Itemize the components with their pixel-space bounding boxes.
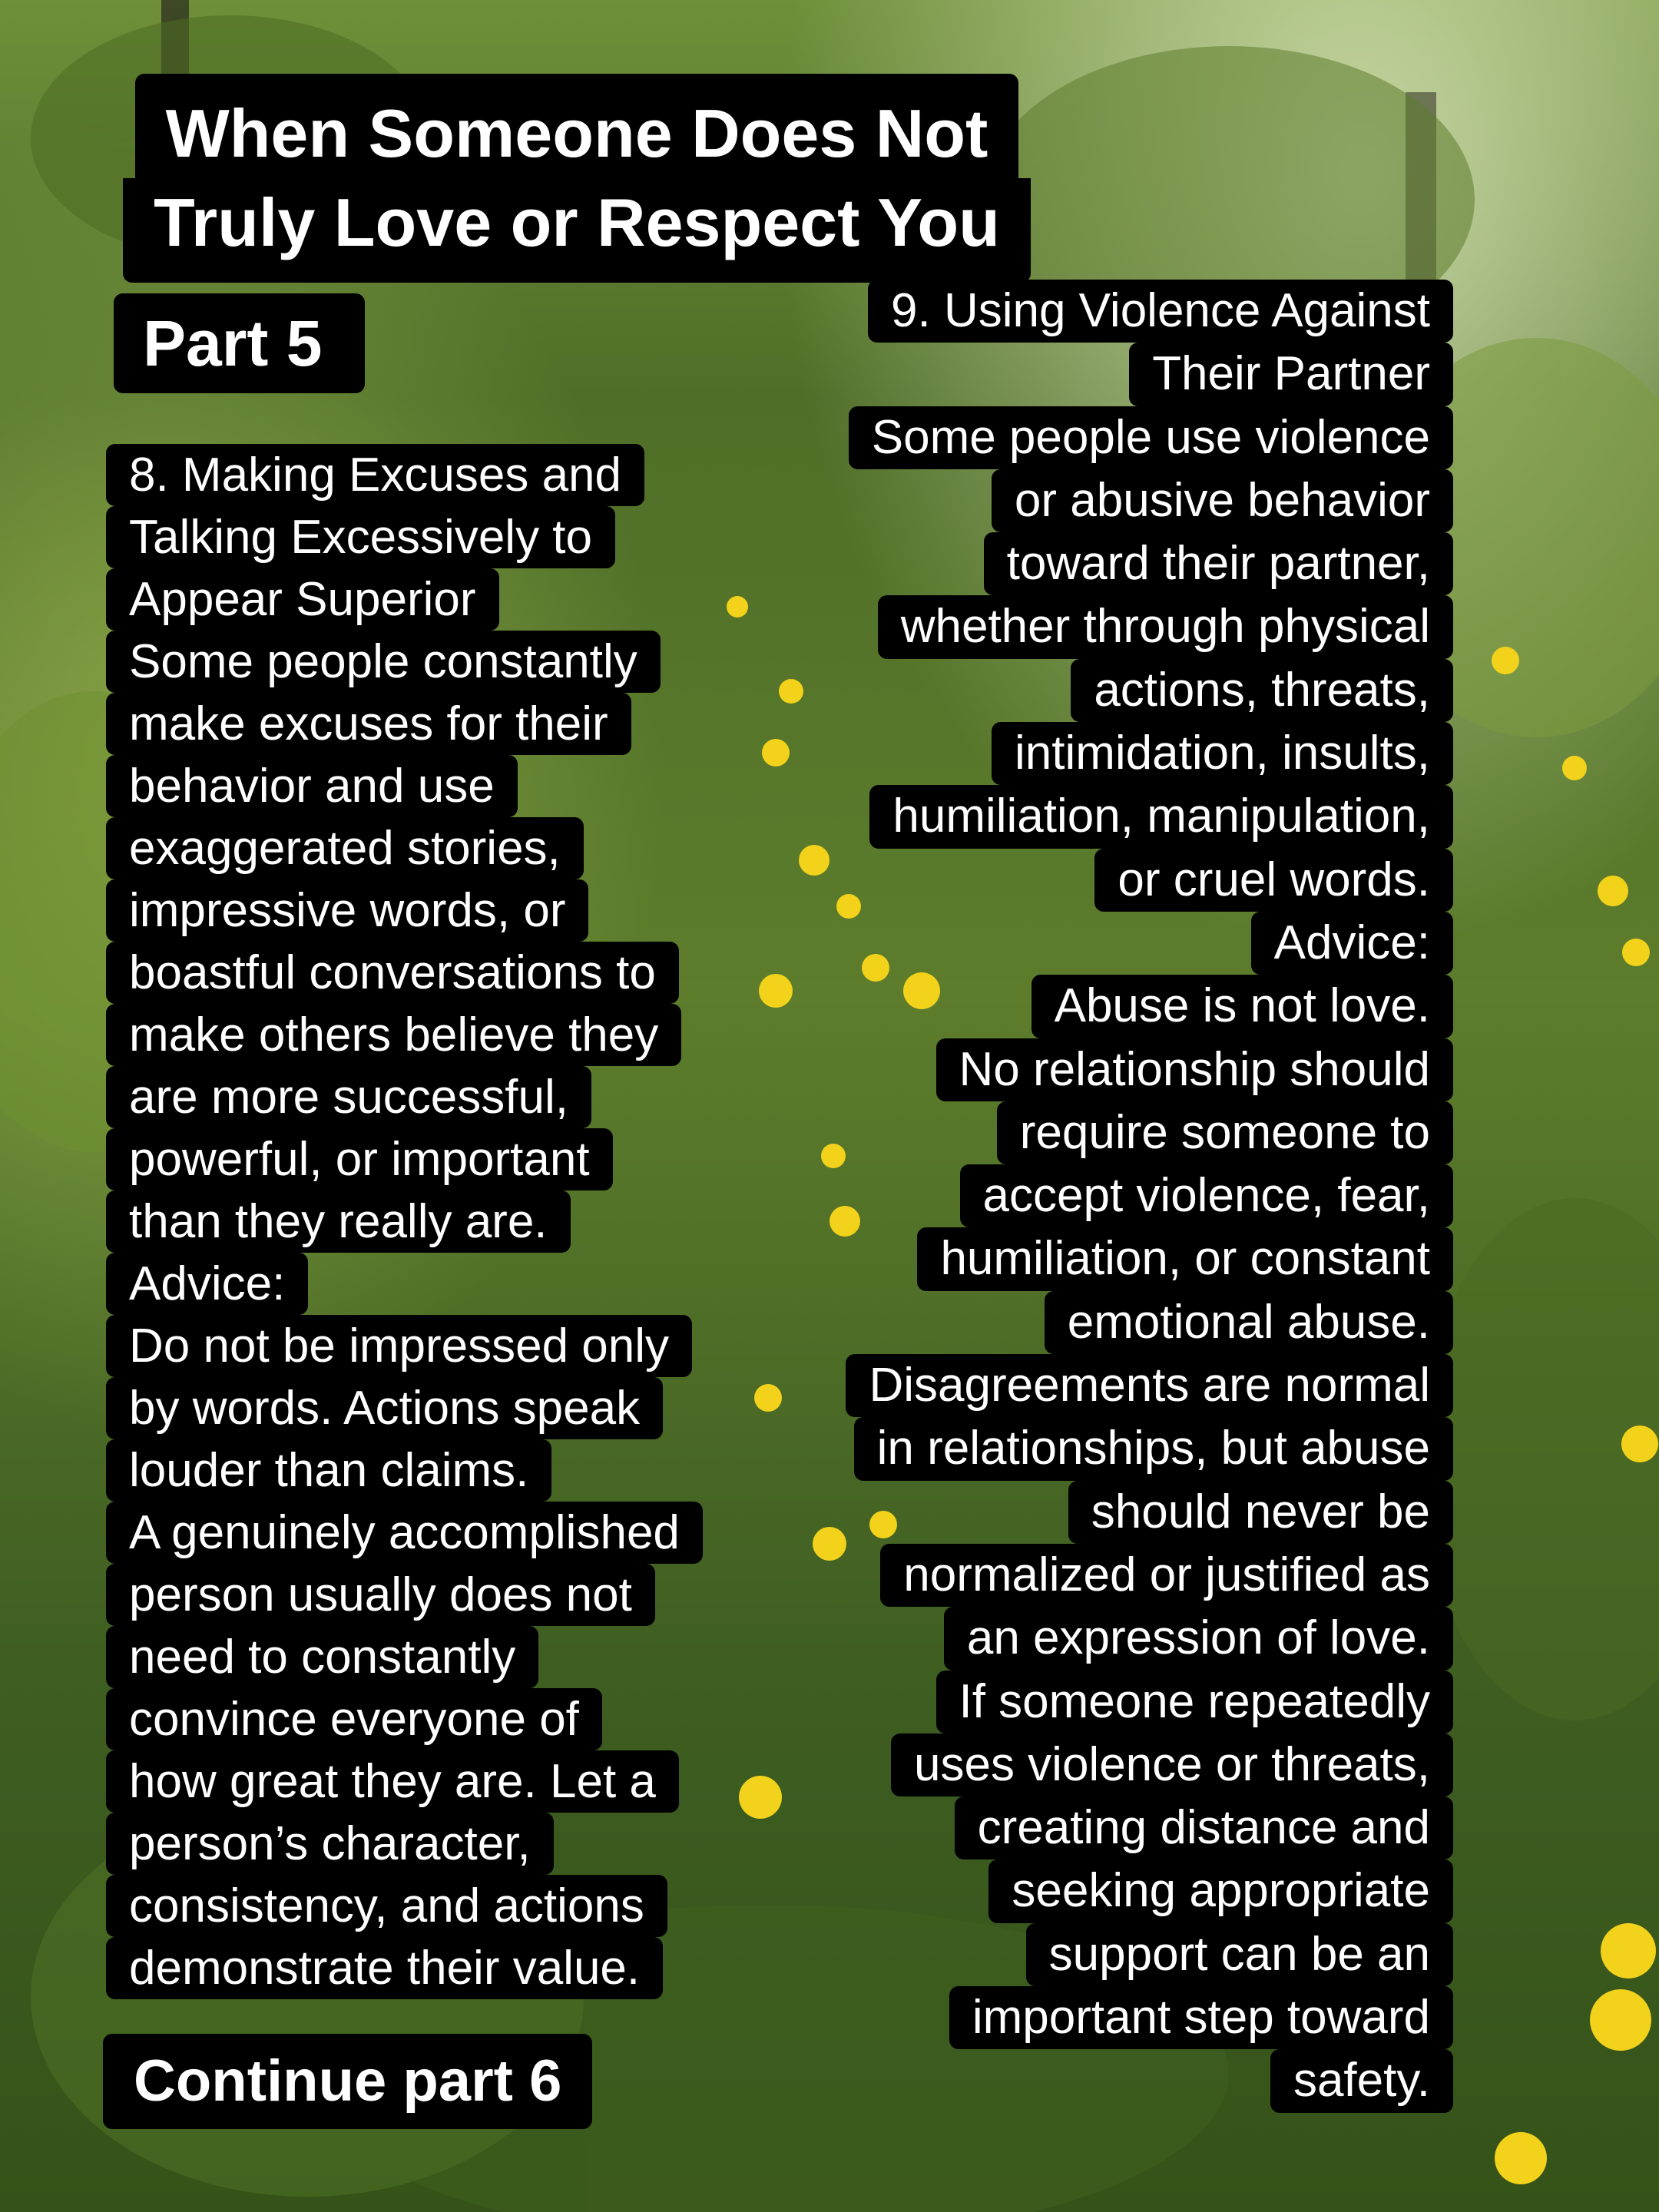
left-advice-label: Advice: <box>106 1253 308 1315</box>
right-advice-line: seeking appropriate <box>988 1859 1453 1922</box>
right-advice-label: Advice: <box>1251 912 1453 975</box>
left-advice-line: by words. Actions speak <box>106 1377 663 1439</box>
page-title-line-1: When Someone Does Not <box>135 74 1019 178</box>
right-advice-line: humiliation, or constant <box>917 1227 1453 1290</box>
continue-label: Continue part 6 <box>103 2034 592 2129</box>
left-advice-line: convince everyone of <box>106 1688 602 1750</box>
right-advice-line: support can be an <box>1026 1923 1453 1986</box>
right-heading-line: 9. Using Violence Against <box>868 280 1453 343</box>
left-advice-line: demonstrate their value. <box>106 1937 663 1999</box>
right-advice-line: an expression of love. <box>944 1607 1453 1670</box>
left-body-line: boastful conversations to <box>106 942 679 1004</box>
right-advice-line: If someone repeatedly <box>936 1671 1454 1734</box>
part-label-block <box>114 293 365 393</box>
right-body-line: or cruel words. <box>1094 849 1453 912</box>
continue-label-block <box>103 2034 592 2129</box>
right-body-line: or abusive behavior <box>992 469 1453 532</box>
left-advice-line: how great they are. Let a <box>106 1750 679 1813</box>
right-heading-line: Their Partner <box>1129 343 1453 406</box>
right-body-line: intimidation, insults, <box>992 722 1453 785</box>
right-advice-line: safety. <box>1270 2049 1453 2112</box>
left-advice-line: consistency, and actions <box>106 1875 667 1937</box>
left-heading-line: 8. Making Excuses and <box>106 444 644 506</box>
right-advice-line: uses violence or threats, <box>891 1734 1453 1796</box>
part-label: Part 5 <box>114 293 365 393</box>
left-advice-line: Do not be impressed only <box>106 1315 692 1377</box>
right-body-line: actions, threats, <box>1071 659 1453 722</box>
right-advice-line: important step toward <box>949 1986 1453 2049</box>
left-advice-line: A genuinely accomplished <box>106 1502 703 1564</box>
right-advice-line: emotional abuse. <box>1045 1291 1453 1354</box>
left-body-line: exaggerated stories, <box>106 817 584 879</box>
left-body-line: than they really are. <box>106 1190 571 1253</box>
left-body-line: are more successful, <box>106 1066 591 1128</box>
left-body-line: powerful, or important <box>106 1128 613 1190</box>
left-body-line: impressive words, or <box>106 879 588 942</box>
left-advice-line: louder than claims. <box>106 1439 551 1502</box>
left-body-line: make excuses for their <box>106 693 631 755</box>
right-advice-line: No relationship should <box>936 1038 1454 1101</box>
right-advice-line: in relationships, but abuse <box>854 1417 1453 1480</box>
right-section <box>846 280 1453 2113</box>
left-section <box>106 444 703 1999</box>
right-advice-line: should never be <box>1068 1481 1453 1544</box>
page-title-line-2: Truly Love or Respect You <box>123 178 1031 283</box>
right-body-line: whether through physical <box>878 595 1453 658</box>
right-advice-line: accept violence, fear, <box>960 1164 1453 1227</box>
left-advice-line: need to constantly <box>106 1626 538 1688</box>
left-advice-line: person’s character, <box>106 1813 554 1875</box>
left-body-line: make others believe they <box>106 1004 681 1066</box>
left-body-line: Some people constantly <box>106 631 661 693</box>
right-advice-line: Abuse is not love. <box>1031 975 1453 1038</box>
right-body-line: humiliation, manipulation, <box>869 785 1453 848</box>
right-body-line: Some people use violence <box>849 406 1453 469</box>
right-body-line: toward their partner, <box>984 532 1453 595</box>
left-heading-line: Talking Excessively to <box>106 506 615 568</box>
left-heading-line: Appear Superior <box>106 568 499 631</box>
title-block <box>123 74 1031 283</box>
right-advice-line: normalized or justified as <box>880 1544 1453 1607</box>
left-advice-line: person usually does not <box>106 1564 655 1626</box>
right-advice-line: creating distance and <box>955 1796 1453 1859</box>
right-advice-line: Disagreements are normal <box>846 1354 1453 1417</box>
right-advice-line: require someone to <box>997 1101 1453 1164</box>
left-body-line: behavior and use <box>106 755 518 817</box>
